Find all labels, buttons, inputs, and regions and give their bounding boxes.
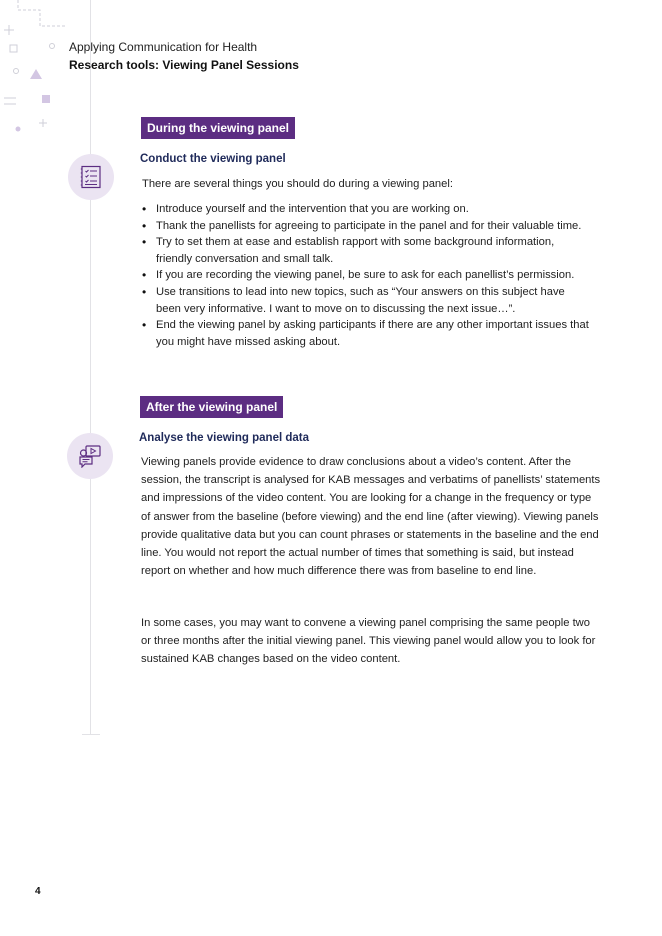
list-item: • End the viewing panel by asking participants if there are any other important issues that you might have missed asking about. — [142, 317, 590, 350]
timeline-line — [90, 0, 91, 735]
checklist-document-icon — [79, 165, 103, 189]
page-title: Research tools: Viewing Panel Sessions — [69, 58, 299, 72]
list-item: • Thank the panellists for agreeing to participate in the panel and for their valuable time. — [142, 218, 590, 235]
list-item: • Try to set them at ease and establish rapport with some background information, friendly conversation and small talk. — [142, 234, 590, 267]
body-paragraph: In some cases, you may want to convene a viewing panel comprising the same people two or three months after the initial viewing panel. This viewing panel would allow you to look for sustained KAB changes based on the video content. — [141, 617, 596, 666]
section-intro: There are several things you should do during a viewing panel: — [142, 178, 453, 190]
video-discussion-icon — [78, 444, 102, 468]
bullet-list — [142, 201, 590, 350]
list-item: • Introduce yourself and the intervention that you are working on. — [142, 201, 590, 218]
section-icon-circle — [67, 433, 113, 479]
section-pill-during: During the viewing panel — [141, 117, 295, 139]
decorative-shapes — [0, 0, 80, 140]
page-number: 4 — [35, 886, 41, 897]
section-pill-after: After the viewing panel — [140, 396, 283, 418]
section-subheading: Analyse the viewing panel data — [139, 432, 309, 444]
body-paragraph: Viewing panels provide evidence to draw conclusions about a video’s content. After the session, the transcript is analysed for KAB messages and verbatims of panellists’ statements and impressions of the video content. You are looking for a change in the frequency or type of answer from the baseline (before viewing) and the end line (after viewing). Viewing panels provide qualitative data but you can count phrases or statements in the baseline and the end line. You would not report the actual number of times that something is said, but instead report on whether and how much difference there was from baseline to end line. — [141, 456, 601, 578]
section-subheading: Conduct the viewing panel — [140, 153, 286, 165]
course-title: Applying Communication for Health — [69, 40, 258, 54]
timeline-end — [82, 734, 100, 735]
section-icon-circle — [68, 154, 114, 200]
list-item: • Use transitions to lead into new topics, such as “Your answers on this subject have been very informative. I want to move on to discussing the next issue…”. — [142, 284, 590, 317]
list-item: • If you are recording the viewing panel, be sure to ask for each panellist’s permission. — [142, 267, 590, 284]
